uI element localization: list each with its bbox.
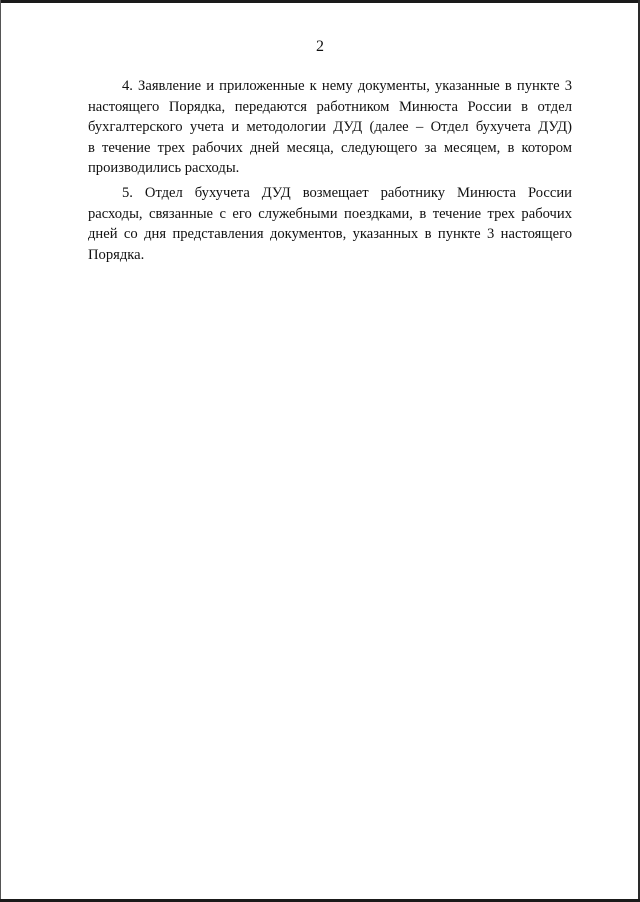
paragraph-line: расходы, связанные с его служебными поездками, в течение трех рабочих (88, 205, 572, 222)
paragraph-4 (88, 76, 572, 179)
scan-border-top (0, 0, 640, 3)
paragraph-5 (88, 183, 572, 265)
paragraph-line: настоящего Порядка, передаются работником Минюста России в отдел (88, 98, 572, 115)
page-number: 2 (316, 38, 324, 55)
paragraph-line: производились расходы. (88, 160, 240, 177)
scan-border-left (0, 0, 1, 902)
paragraph-line: в течение трех рабочих дней месяца, следующего за месяцем, в котором (88, 139, 572, 156)
paragraph-line: дней со дня представления документов, указанных в пункте 3 настоящего (88, 226, 572, 243)
document-body (88, 76, 572, 269)
paragraph-line: 5. Отдел бухучета ДУД возмещает работнику Минюста России (122, 184, 572, 201)
paragraph-line: Порядка. (88, 246, 145, 263)
paragraph-line: бухгалтерского учета и методологии ДУД (далее – Отдел бухучета ДУД) (88, 119, 572, 136)
paragraph-line: 4. Заявление и приложенные к нему документы, указанные в пункте 3 (122, 78, 572, 94)
